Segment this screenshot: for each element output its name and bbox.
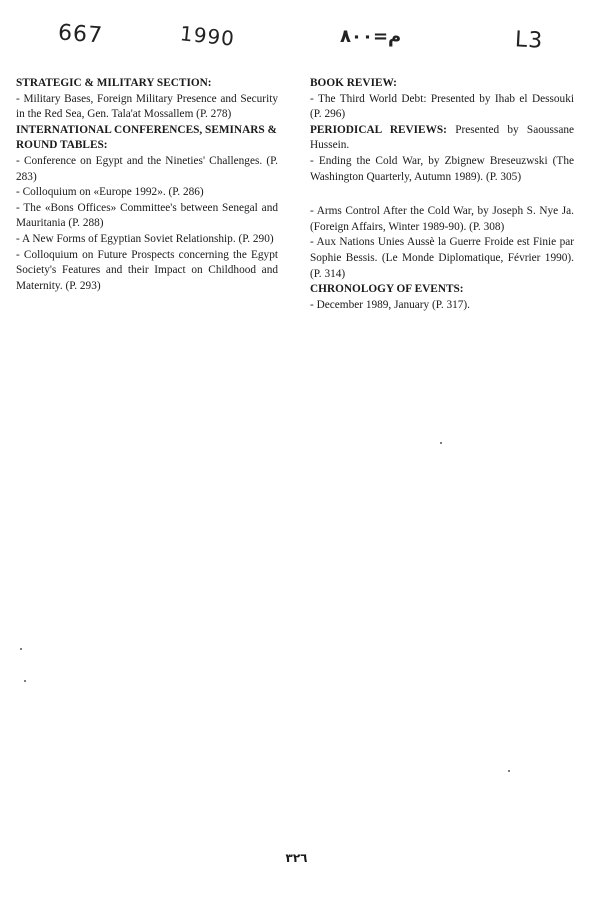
scan-speck — [508, 770, 510, 772]
handwritten-reference: L3 — [514, 27, 544, 54]
page-number: ٣٢٦ — [285, 851, 308, 865]
strategic-section-heading: STRATEGIC & MILITARY SECTION: — [16, 77, 212, 89]
spacer — [310, 185, 574, 204]
handwritten-number: 667 — [57, 20, 104, 49]
book-review-heading: BOOK REVIEW: — [310, 77, 397, 89]
periodical-presenter: Presented by Saoussane Hussein. — [310, 123, 574, 152]
list-item: - A New Forms of Egyptian Soviet Relationship. (P. 290) — [16, 232, 274, 245]
list-item: - Aux Nations Unies Aussè la Guerre Froide est Finie par Sophie Bessis. (Le Monde Diplomatique, Février 1990). (P. 314) — [310, 236, 574, 280]
handwritten-code: م=٨٠٠ — [340, 26, 402, 47]
scan-speck — [20, 648, 22, 650]
scan-speck — [24, 680, 26, 682]
list-item: - Ending the Cold War, by Zbignew Breseuzwski (The Washington Quarterly, Autumn 1989). (P. 305) — [310, 154, 574, 183]
list-item: - Arms Control After the Cold War, by Joseph S. Nye Ja. (Foreign Affairs, Winter 1989-90). (P. 308) — [310, 205, 574, 233]
list-item: - Military Bases, Foreign Military Presence and Security in the Red Sea, Gen. Tala'at Mossallem (P. 278) — [16, 92, 278, 121]
scan-speck — [440, 442, 442, 444]
handwritten-year: 1990 — [178, 21, 237, 51]
periodical-reviews-line — [310, 123, 574, 154]
list-item: - Colloquium on «Europe 1992». (P. 286) — [16, 186, 204, 199]
list-item: - Conference on Egypt and the Nineties' Challenges. (P. 283) — [16, 154, 278, 183]
list-item: - December 1989, January (P. 317). — [310, 298, 470, 311]
list-item: - Colloquium on Future Prospects concerning the Egypt Society's Features and their Impact on Childhood and Maternity. (P. 293) — [16, 248, 278, 292]
list-item: - The «Bons Offices» Committee's between Senegal and Mauritania (P. 288) — [16, 201, 278, 230]
conferences-section-heading: INTERNATIONAL CONFERENCES, SEMINARS & ROUND TABLES: — [16, 123, 277, 152]
right-column — [310, 76, 574, 313]
list-item: - The Third World Debt: Presented by Ihab el Dessouki (P. 296) — [310, 92, 574, 121]
chronology-heading: CHRONOLOGY OF EVENTS: — [310, 283, 464, 296]
left-column — [16, 76, 278, 294]
periodical-reviews-heading: PERIODICAL REVIEWS: — [310, 123, 447, 136]
